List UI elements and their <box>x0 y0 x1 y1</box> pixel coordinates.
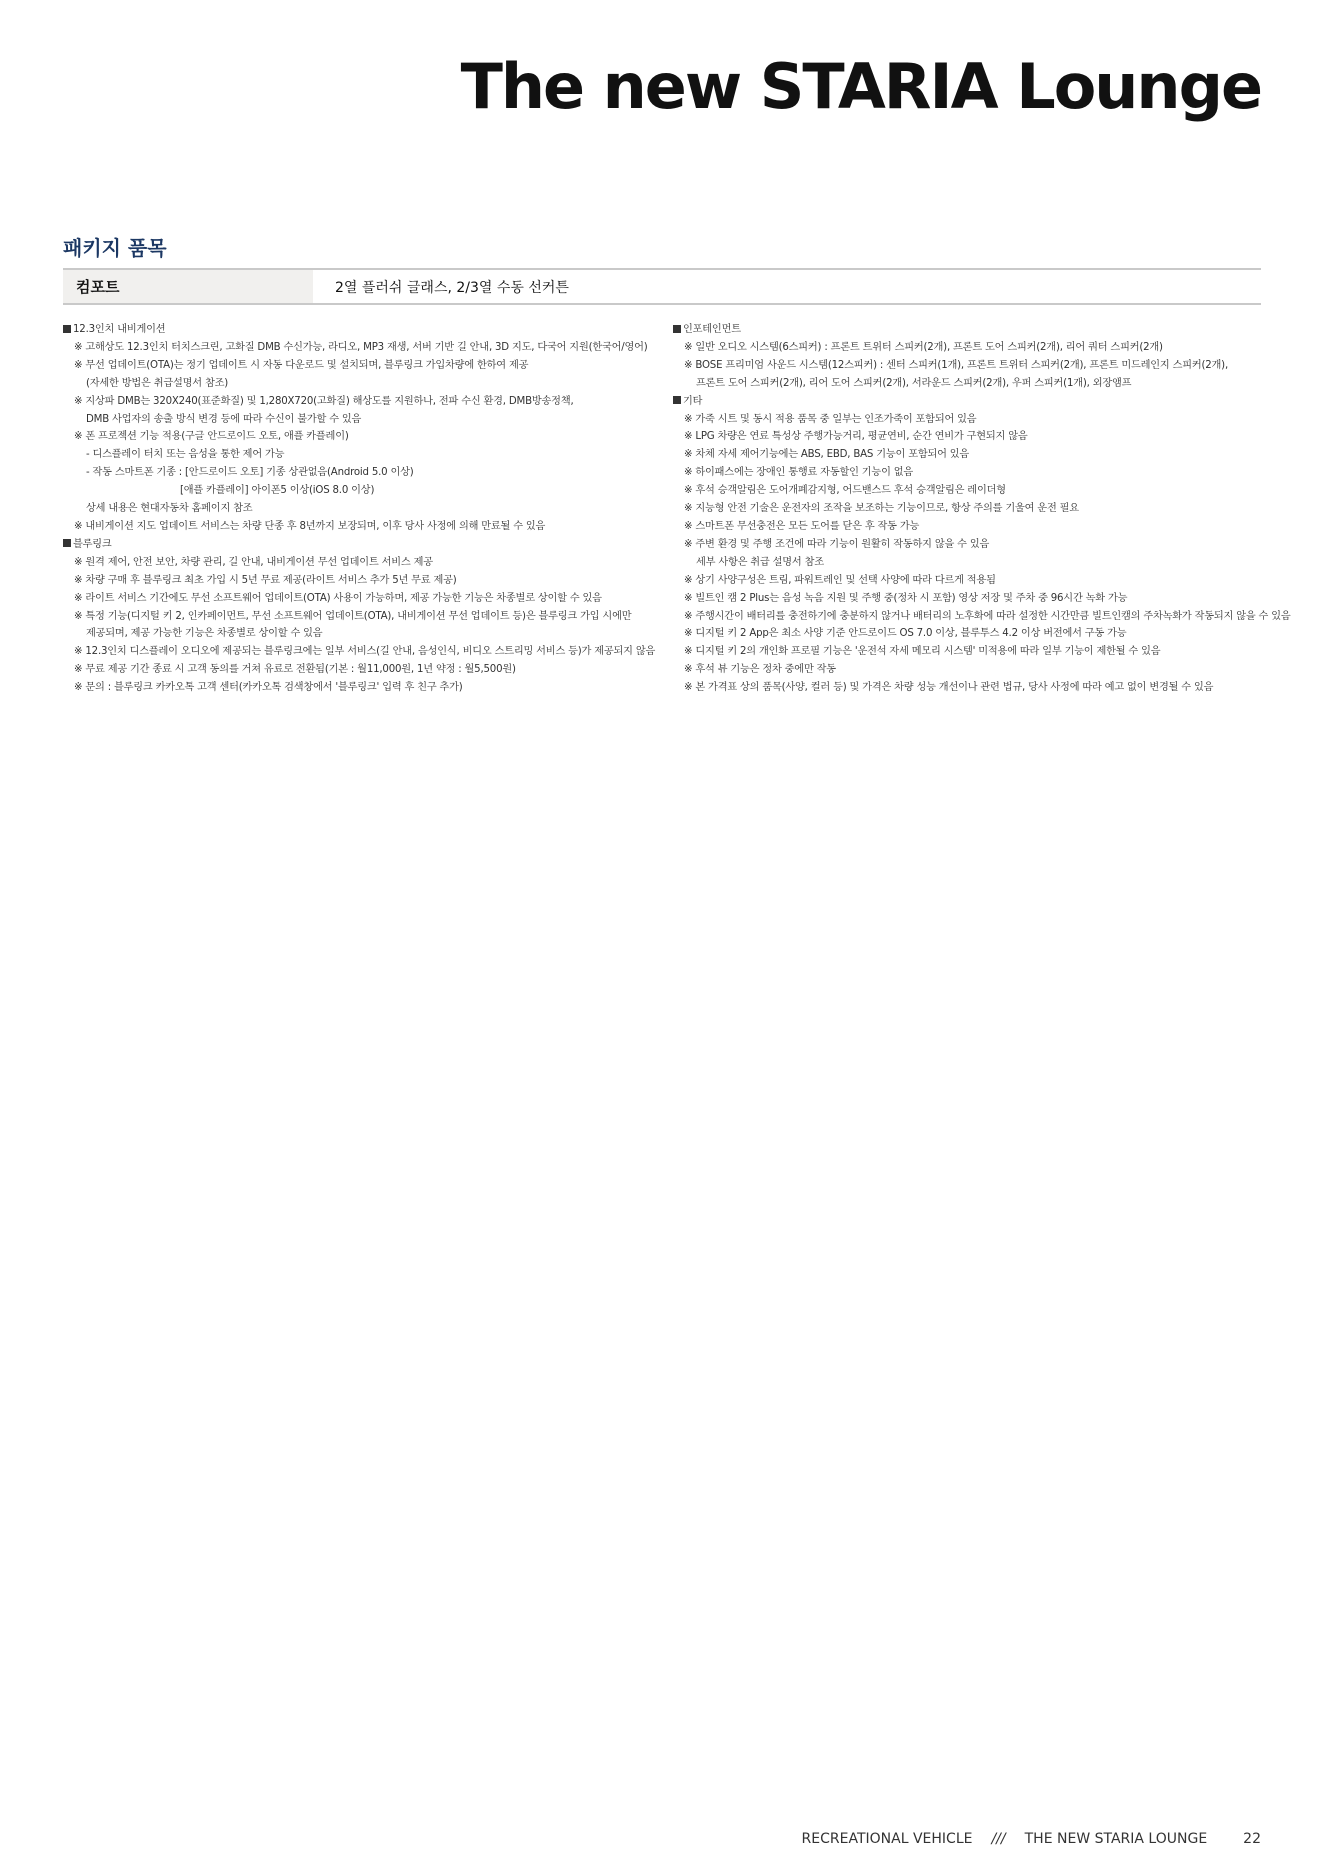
note-text: ※ 12.3인치 디스플레이 오디오에 제공되는 블루링크에는 일부 서비스(길 안내, 음성인식, 비디오 스트리밍 서비스 등)가 제공되지 않음 <box>74 646 656 658</box>
note-line <box>673 339 1273 357</box>
note-line <box>63 643 663 661</box>
note-text: 인포테인먼트 <box>683 324 741 335</box>
note-line <box>673 661 1273 679</box>
note-line <box>63 357 663 375</box>
note-text: ※ 상기 사양구성은 트림, 파워트레인 및 선택 사양에 따라 다르게 적용됨 <box>684 574 996 586</box>
note-line <box>673 679 1273 697</box>
note-line <box>673 625 1273 643</box>
note-line <box>63 482 663 500</box>
section-heading: 패키지 품목 <box>63 236 167 260</box>
note-text: - 작동 스마트폰 기종 : [안드로이드 오토] 기종 상관없음(Android 5.0 이상) <box>86 467 414 479</box>
note-text: (자세한 방법은 취급설명서 참조) <box>86 377 228 389</box>
note-text: 기타 <box>683 395 703 407</box>
note-line <box>673 536 1273 554</box>
note-text: 상세 내용은 현대자동차 홈페이지 참조 <box>86 503 253 515</box>
note-line <box>63 518 663 536</box>
note-line <box>63 464 663 482</box>
note-line <box>673 375 1273 393</box>
note-text: 블루링크 <box>73 538 112 550</box>
note-text: ※ 폰 프로젝션 기능 적용(구글 안드로이드 오토, 애플 카플레이) <box>74 431 349 443</box>
note-line <box>63 608 663 626</box>
note-text: ※ 차량 구매 후 블루링크 최초 가입 시 5년 무료 제공(라이트 서비스 추가 5년 무료 제공) <box>74 574 457 586</box>
note-line <box>63 375 663 393</box>
note-text: 12.3인치 내비게이션 <box>73 324 166 335</box>
note-text: - 디스플레이 터치 또는 음성을 통한 제어 가능 <box>86 449 285 461</box>
note-text: ※ 가죽 시트 및 동시 적용 품목 중 일부는 인조가죽이 포함되어 있음 <box>684 413 977 425</box>
note-text: 세부 사항은 취급 설명서 참조 <box>696 556 824 568</box>
note-line <box>63 679 663 697</box>
note-line <box>63 393 663 411</box>
note-text: 프론트 도어 스피커(2개), 리어 도어 스피커(2개), 서라운드 스피커(2개), 우퍼 스피커(1개), 외장앰프 <box>696 377 1132 389</box>
note-line <box>673 446 1273 464</box>
note-text: ※ 후석 승객알림은 도어개폐감지형, 어드밴스드 후석 승객알림은 레이더형 <box>684 485 1006 497</box>
note-text: ※ 디지털 키 2 App은 최소 사양 기준 안드로이드 OS 7.0 이상, 블루투스 4.2 이상 버전에서 구동 가능 <box>684 628 1127 640</box>
note-line <box>63 428 663 446</box>
note-text: ※ 주행시간이 배터리를 충전하기에 충분하지 않거나 배터리의 노후화에 따라 설정한 시간만큼 빌트인캠의 주차녹화가 작동되지 않을 수 있음 <box>684 610 1291 622</box>
note-text: ※ 무료 제공 기간 종료 시 고객 동의를 거쳐 유료로 전환됨(기본 : 월11,000원, 1년 약정 : 월5,500원) <box>74 664 516 676</box>
page-title: The new STARIA Lounge <box>460 50 1261 123</box>
note-text: ※ 원격 제어, 안전 보안, 차량 관리, 길 안내, 내비게이션 무선 업데이트 서비스 제공 <box>74 556 433 568</box>
note-text: ※ 일반 오디오 시스템(6스피커) : 프론트 트위터 스피커(2개), 프론트 도어 스피커(2개), 리어 쿼터 스피커(2개) <box>684 341 1163 353</box>
note-text: ※ 특정 기능(디지털 키 2, 인카페이먼트, 무선 소프트웨어 업데이트(OTA), 내비게이션 무선 업데이트 등)은 블루링크 가입 시에만 <box>74 610 632 622</box>
note-line <box>673 482 1273 500</box>
note-line <box>63 339 663 357</box>
note-text: ※ LPG 차량은 연료 특성상 주행가능거리, 평균연비, 순간 연비가 구현되지 않음 <box>684 431 1028 443</box>
note-heading <box>63 536 663 554</box>
note-line <box>63 446 663 464</box>
note-text: ※ 지능형 안전 기술은 운전자의 조작을 보조하는 기능이므로, 항상 주의를 기울여 운전 필요 <box>684 503 1079 515</box>
note-line <box>673 411 1273 429</box>
note-text: ※ 지상파 DMB는 320X240(표준화질) 및 1,280X720(고화질) 해상도를 지원하나, 전파 수신 환경, DMB방송정책, <box>74 395 574 407</box>
note-line <box>673 572 1273 590</box>
note-line <box>63 572 663 590</box>
note-line <box>673 643 1273 661</box>
note-line <box>673 554 1273 572</box>
note-text: ※ 후석 뷰 기능은 정차 중에만 작동 <box>684 664 836 676</box>
note-line <box>673 357 1273 375</box>
note-text: ※ 라이트 서비스 기간에도 무선 소프트웨어 업데이트(OTA) 사용이 가능하며, 제공 가능한 기능은 차종별로 상이할 수 있음 <box>74 592 602 604</box>
note-line <box>63 590 663 608</box>
footer <box>802 1831 1261 1847</box>
note-text: ※ 문의 : 블루링크 카카오톡 고객 센터(카카오톡 검색창에서 '블루링크' 입력 후 친구 추가) <box>74 682 463 694</box>
note-line <box>673 464 1273 482</box>
square-bullet-icon <box>673 325 681 333</box>
note-text: ※ 무선 업데이트(OTA)는 정기 업데이트 시 자동 다운로드 및 설치되며, 블루링크 가입차량에 한하여 제공 <box>74 359 529 371</box>
package-table <box>63 268 1261 305</box>
note-text: ※ 하이패스에는 장애인 통행료 자동할인 기능이 없음 <box>684 467 914 479</box>
package-items: 2열 플러쉬 글래스, 2/3열 수동 선커튼 <box>335 279 569 296</box>
note-text: ※ 빌트인 캠 2 Plus는 음성 녹음 지원 및 주행 중(정차 시 포함) 영상 저장 및 주차 중 96시간 녹화 가능 <box>684 592 1128 604</box>
note-line <box>63 411 663 429</box>
note-text: ※ 내비게이션 지도 업데이트 서비스는 차량 단종 후 8년까지 보장되며, 이후 당사 사정에 의해 만료될 수 있음 <box>74 520 546 532</box>
note-line <box>673 608 1291 626</box>
note-text: 제공되며, 제공 가능한 기능은 차종별로 상이할 수 있음 <box>86 628 323 640</box>
square-bullet-icon <box>673 396 681 404</box>
note-line <box>63 625 663 643</box>
note-heading <box>673 393 1273 411</box>
note-line <box>63 500 663 518</box>
note-text: ※ 디지털 키 2의 개인화 프로필 기능은 '운전석 자세 메모리 시스템' 미적용에 따라 일부 기능이 제한될 수 있음 <box>684 646 1161 658</box>
note-line <box>673 500 1273 518</box>
note-line <box>63 661 663 679</box>
note-heading <box>673 321 1273 339</box>
note-text: ※ 본 가격표 상의 품목(사양, 컬러 등) 및 가격은 차량 성능 개선이나 관련 법규, 당사 사정에 따라 예고 없이 변경될 수 있음 <box>684 682 1214 694</box>
note-line <box>673 518 1273 536</box>
note-text: ※ BOSE 프리미엄 사운드 시스템(12스피커) : 센터 스피커(1개), 프론트 트위터 스피커(2개), 프론트 미드레인지 스피커(2개), <box>684 359 1228 371</box>
note-text: ※ 스마트폰 무선충전은 모든 도어를 닫은 후 작동 가능 <box>684 520 920 532</box>
note-text: ※ 주변 환경 및 주행 조건에 따라 기능이 원활히 작동하지 않을 수 있음 <box>684 538 990 550</box>
square-bullet-icon <box>63 539 71 547</box>
note-line <box>673 428 1273 446</box>
note-text: DMB 사업자의 송출 방식 변경 등에 따라 수신이 불가할 수 있음 <box>86 413 362 425</box>
note-heading <box>63 321 663 339</box>
page-number: 22 <box>1243 1831 1261 1847</box>
note-text: ※ 차체 자세 제어기능에는 ABS, EBD, BAS 기능이 포함되어 있음 <box>684 449 970 461</box>
note-line <box>673 590 1273 608</box>
note-text: [애플 카플레이] 아이폰5 이상(iOS 8.0 이상) <box>180 485 375 497</box>
square-bullet-icon <box>63 325 71 333</box>
footer-model: THE NEW STARIA LOUNGE <box>1024 1831 1208 1847</box>
note-text: ※ 고해상도 12.3인치 터치스크린, 고화질 DMB 수신가능, 라디오, MP3 재생, 서버 기반 길 안내, 3D 지도, 다국어 지원(한국어/영어) <box>74 341 648 353</box>
left-notes <box>63 321 663 697</box>
footer-separator: /// <box>991 1831 1006 1847</box>
right-notes <box>673 321 1291 697</box>
footer-category: RECREATIONAL VEHICLE <box>801 1831 973 1847</box>
note-line <box>63 554 663 572</box>
package-name: 컴포트 <box>63 270 313 303</box>
